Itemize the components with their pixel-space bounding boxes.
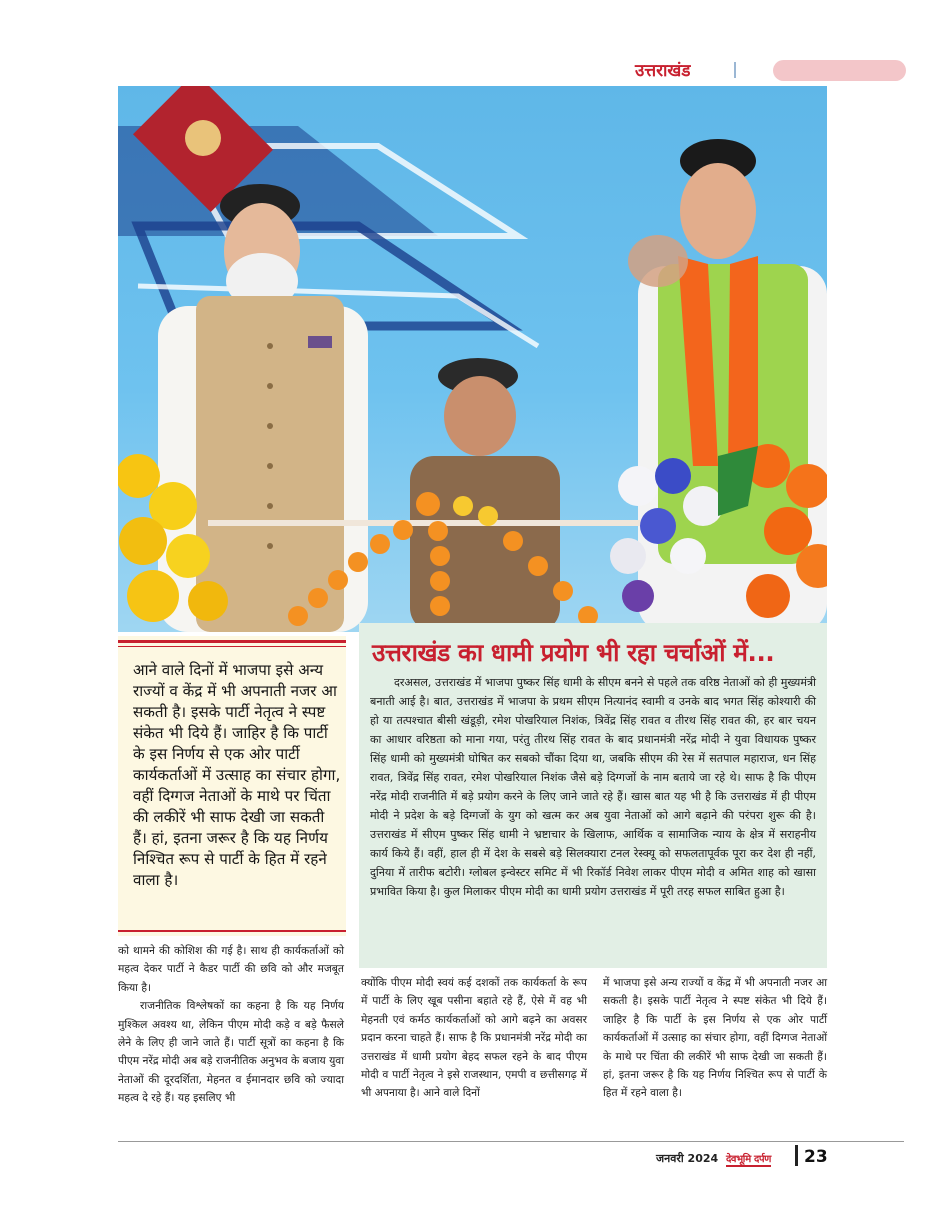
page-number: 23 [804,1147,828,1167]
pull-quote-text: आने वाले दिनों में भाजपा इसे अन्य राज्यों व केंद्र में भी अपनाती नजर आ सकती है। इसके पार्टी नेतृत्व ने स्पष्ट संकेत भी दिये हैं। जाहिर है कि पार्टी के इस निर्णय से एक ओर पार्टी कार्यकर्ताओं में उत्साह का संचार होगा, वहीं दिग्गज नेताओं के माथे पर चिंता की लकीरें भी साफ देखी जा सकती हैं। हां, इतना जरूर है कि यह निर्णय निश्चित रूप से पार्टी के हित में रहने वाला है। [133,661,341,889]
sidebar-box [359,623,827,968]
face-center [444,376,516,456]
cover-photo [118,86,827,632]
face-background-person [628,235,688,287]
column-3-text: में भाजपा इसे अन्य राज्यों व केंद्र में भी अपनाती नजर आ सकती है। इसके पार्टी नेतृत्व ने स्पष्ट संकेत भी दिये हैं। जाहिर है कि पार्टी के इस निर्णय से एक ओर पार्टी कार्यकर्ताओं में उत्साह का संचार होगा, वहीं दिग्गज नेताओं के माथे पर चिंता की लकीरें भी साफ देखी जा सकती हैं। हां, इतना जरूर है कि यह निर्णय निश्चित रूप से पार्टी के हित में रहने वाला है। [603,976,827,1100]
label-divider [734,62,736,78]
pull-quote-bottom-rule [118,930,346,932]
column-1-paragraph-2: राजनीतिक विश्लेषकों का कहना है कि यह निर्णय मुश्किल अवश्य था, लेकिन पीएम मोदी कड़े व बड़े फैसले लेने के लिए ही जाने जाते हैं। पार्टी सूत्रों का कहना है कि पीएम नरेंद्र मोदी अब बड़े राजनीतिक अनुभव के बजाय युवा नेताओं की दूरदर्शिता, मेहनत व ईमानदार छवि को ज्यादा महत्व दे रहे हैं। यह इसलिए भी [118,999,344,1105]
article-column-1 [118,942,344,1108]
section-label: उत्तराखंड [635,61,691,81]
article-column-3 [603,974,827,1103]
scarf-right-part [728,256,758,466]
photo-illustration [118,86,827,632]
emblem-mark [185,120,221,156]
footer-separator [795,1145,798,1166]
label-decoration-pill [773,60,906,81]
pull-quote-top-rule-thin [118,646,346,647]
pull-quote [118,636,346,936]
pocket-square [308,336,332,348]
column-2-text: क्योंकि पीएम मोदी स्वयं कई दशकों तक कार्यकर्ता के रूप में पार्टी के लिए खूब पसीना बहाते रहे हैं, ऐसे में वह भी मेहनती एवं कर्मठ कार्यकर्ताओं को आगे बढ़ने का अवसर प्रदान करना चाहते हैं। साफ है कि प्रधानमंत्री नरेंद्र मोदी का उत्तराखंड में धामी प्रयोग बेहद सफल रहने के बाद पीएम मोदी व पार्टी नेतृत्व ने इसे राजस्थान, एमपी व छत्तीसगढ़ में भी अपनाया है। आने वाले दिनों [361,976,587,1100]
face-right [680,163,756,259]
magazine-logo: देवभूमि दर्पण [726,1151,771,1167]
article-column-2 [361,974,587,1103]
pull-quote-top-rule [118,640,346,643]
sidebar-body: दरअसल, उत्तराखंड में भाजपा पुष्कर सिंह धामी के सीएम बनने से पहले तक वरिष्ठ नेताओं को ही मुख्यमंत्री बनाती आई है। बात, उत्तराखंड में भाजपा के प्रथम सीएम नित्यानंद स्वामी व उनके बाद भगत सिंह कोश्यारी की हो या तत्पश्चात बीसी खंडूड़ी, रमेश पोखरियाल निशंक, त्रिवेंद्र सिंह रावत व तीरथ सिंह रावत की, हर बार चयन का आधार वरिष्ठता को माना गया, परंतु तीरथ सिंह रावत के बाद प्रधानमंत्री नरेंद्र मोदी ने युवा विधायक पुष्कर सिंह धामी को मुख्यमंत्री घोषित कर सबको चौंका दिया था, जबकि सीएम की रेस में सतपाल महाराज, धन सिंह रावत, त्रिवेंद्र सिंह रावत, रमेश पोखरियाल निशंक जैसे बड़े दिग्गजों के नाम बताये जा रहे थे। साफ है कि पीएम नरेंद्र मोदी राजनीति में बड़े प्रयोग करने के लिए जाने जाते रहे हैं। खास बात यह भी है कि उत्तराखंड में ही पीएम मोदी ने प्रदेश के बड़े दिग्गजों के युग को खत्म कर अब युवा नेताओं को आगे बढ़ाने की परंपरा शुरू की है। उत्तराखंड में सीएम पुष्कर सिंह धामी ने भ्रष्टाचार के खिलाफ, आर्थिक व सामाजिक न्याय के क्षेत्र में सराहनीय कार्य किये हैं। वहीं, हाल ही में देश के सबसे बड़े सिलक्यारा टनल रेस्क्यू को सफलतापूर्वक पूरा कर देश ही नहीं, दुनिया में तारीफ बटोरी। ग्लोबल इन्वेस्टर समिट में भी रिकॉर्ड निवेश लाकर पीएम मोदी व अमित शाह को खासा प्रभावित किया है। कुल मिलाकर पीएम मोदी का धामी प्रयोग उत्तराखंड में पूरी तरह सफल साबित हुआ है। [370,676,816,898]
footer-rule [118,1141,904,1142]
column-1-paragraph-1: को थामने की कोशिश की गई है। साथ ही कार्यकर्ताओं को महत्व देकर पार्टी ने कैडर पार्टी की छवि को और मजबूत किया है। [118,944,344,994]
sidebar-heading: उत्तराखंड का धामी प्रयोग भी रहा चर्चाओं में... [372,638,775,667]
footer-date: जनवरी 2024 [656,1152,719,1165]
